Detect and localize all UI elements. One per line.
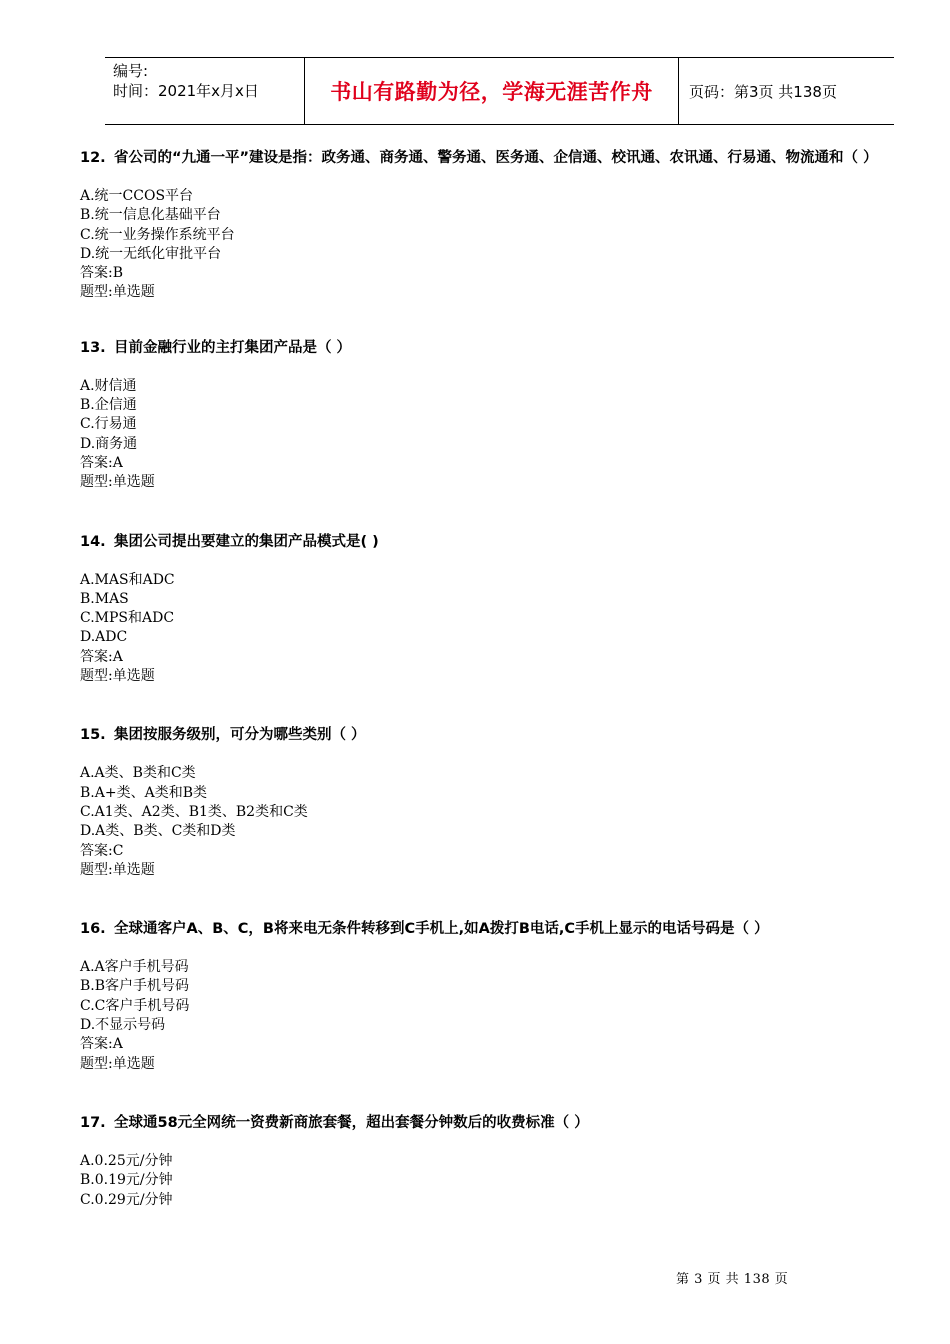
option-d: D.不显示号码 [80,1017,166,1034]
option-c: C.MPS和ADC [80,610,175,627]
option-a: A.财信通 [80,377,137,394]
question-body [80,377,920,493]
answer-line: 答案:A [80,454,123,471]
question-text: 省公司的“九通一平”建设是指：政务通、商务通、警务通、医务通、企信通、校讯通、农讯通、行易通、物流通和（ ） [114,150,878,166]
page-header [105,57,894,125]
type-line: 题型:单选题 [80,1055,155,1072]
option-a: A.A客户手机号码 [80,959,189,976]
header-meta-cell [105,58,305,124]
question-stem [80,1112,920,1134]
question-body [80,958,920,1074]
option-c: C.统一业务操作系统平台 [80,226,235,243]
option-a: A.0.25元/分钟 [80,1152,173,1169]
question-12 [80,147,920,303]
time-label: 时间：2021年x月x日 [113,82,259,100]
type-line: 题型:单选题 [80,284,155,301]
option-d: D.商务通 [80,435,138,452]
option-d: D.统一无纸化审批平台 [80,245,222,262]
type-line: 题型:单选题 [80,474,155,491]
question-text: 全球通客户A、B、C，B将来电无条件转移到C手机上,如A拨打B电话,C手机上显示的电话号码是（ ） [114,921,769,938]
question-stem [80,918,920,940]
option-c: C.行易通 [80,416,137,433]
question-stem [80,337,920,359]
answer-line: 答案:A [80,1036,123,1053]
option-a: A.统一CCOS平台 [80,188,194,204]
question-text: 目前金融行业的主打集团产品是（ ） [114,339,352,356]
option-b: B.B客户手机号码 [80,978,190,995]
question-text: 集团公司提出要建立的集团产品模式是( ) [114,533,379,550]
question-number: 16. [80,921,106,938]
question-body [80,571,920,687]
question-number: 13. [80,339,106,356]
type-line: 题型:单选题 [80,861,155,878]
option-d: D.ADC [80,629,128,646]
option-b: B.A+类、A类和B类 [80,784,207,801]
question-body [80,764,920,880]
question-body [80,1152,920,1210]
question-stem [80,531,920,553]
answer-line: 答案:A [80,648,123,665]
option-b: B.MAS [80,590,129,607]
option-d: D.A类、B类、C类和D类 [80,823,236,840]
option-a: A.MAS和ADC [80,571,175,588]
question-14 [80,531,920,687]
question-stem [80,724,920,746]
question-13 [80,337,920,493]
question-text: 集团按服务级别，可分为哪些类别（ ） [114,727,366,744]
question-text: 全球通58元全网统一资费新商旅套餐，超出套餐分钟数后的收费标准（ ） [114,1114,589,1131]
answer-line: 答案:C [80,842,124,859]
answer-line: 答案:B [80,265,124,282]
type-line: 题型:单选题 [80,668,155,685]
question-number: 15. [80,727,106,744]
option-b: B.0.19元/分钟 [80,1172,173,1189]
question-list [80,147,920,1210]
question-stem [80,147,920,169]
option-a: A.A类、B类和C类 [80,765,196,782]
header-motto: 书山有路勤为径，学海无涯苦作舟 [305,58,679,124]
question-16 [80,918,920,1074]
option-c: C.A1类、A2类、B1类、B2类和C类 [80,803,308,820]
question-17 [80,1112,920,1210]
header-page-info: 页码：第3页 共138页 [689,82,837,101]
question-number: 12. [80,150,106,166]
question-15 [80,724,920,880]
question-number: 14. [80,533,106,550]
option-b: B.企信通 [80,397,137,414]
serial-label: 编号: [113,62,149,80]
option-c: C.C客户手机号码 [80,997,190,1014]
option-b: B.统一信息化基础平台 [80,207,221,224]
page-footer: 第 3 页 共 138 页 [676,1272,789,1287]
question-body [80,187,920,303]
question-number: 17. [80,1114,106,1131]
option-c: C.0.29元/分钟 [80,1191,173,1208]
